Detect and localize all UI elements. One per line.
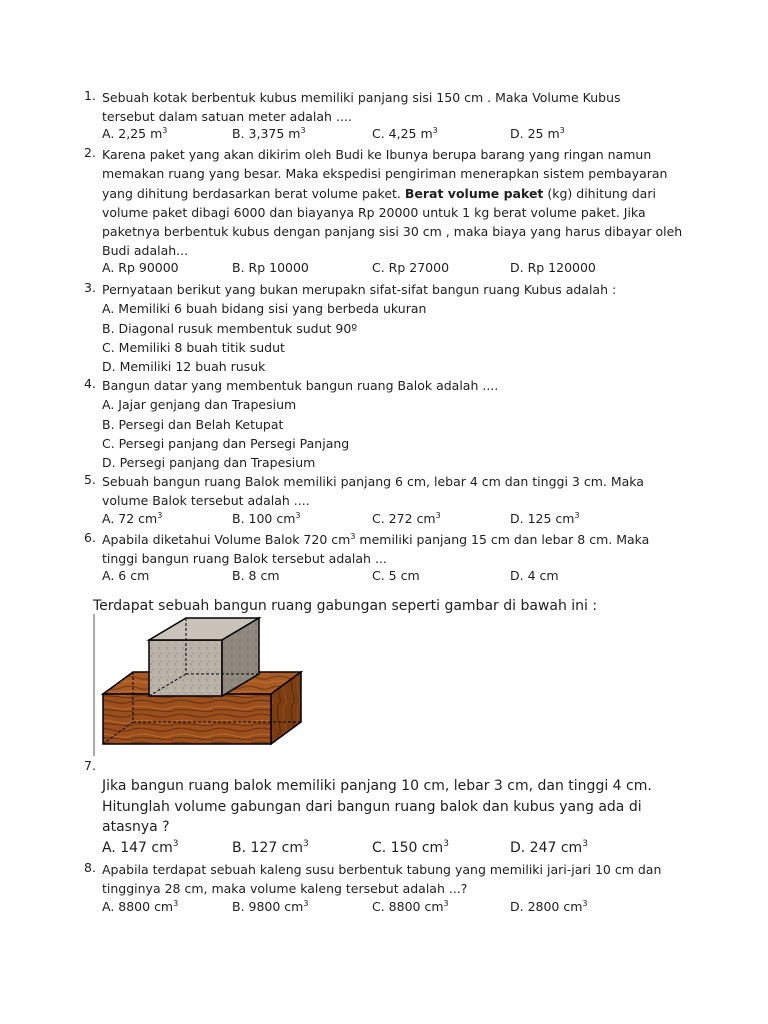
option-c[interactable]: C. 5 cm	[372, 568, 420, 583]
question-line: Karena paket yang akan dikirim oleh Budi ke Ibunya berupa barang yang ringan namun	[102, 147, 652, 162]
option-c[interactable]: C. 4,25 $m^3$	[372, 126, 438, 141]
answer-options	[102, 899, 702, 919]
question-line: paketnya berbentuk kubus dengan panjang sisi 30 cm , maka biaya yang harus dibayar oleh	[102, 224, 683, 240]
option-d[interactable]: D. 2800 $cm^3$	[510, 899, 588, 914]
question-line: Pernyataan berikut yang bukan merupakn sifat-sifat bangun ruang Kubus adalah :	[102, 282, 617, 297]
option-c[interactable]: C. Memiliki 8 buah titik sudut	[102, 339, 285, 355]
option-d[interactable]: D. 247 $cm^3$	[510, 839, 588, 856]
question-number: 3.	[84, 280, 96, 295]
question-line: Sebuah kotak berbentuk kubus memiliki panjang sisi 150 cm . Maka Volume Kubus	[102, 90, 621, 105]
option-d[interactable]: D. 25 $m^3$	[510, 126, 565, 141]
question-number: 5.	[84, 472, 96, 487]
question-text	[102, 776, 722, 838]
question-number: 6.	[84, 530, 96, 545]
option-d[interactable]: D. 4 cm	[510, 568, 559, 583]
question-number: 2.	[84, 145, 96, 160]
question-text	[102, 530, 682, 569]
option-b[interactable]: B. Persegi dan Belah Ketupat	[102, 416, 284, 432]
question-text	[102, 88, 682, 127]
question-line: Apabila diketahui Volume Balok 720 $cm^3$ memiliki panjang 15 cm dan lebar 8 cm. Maka	[102, 532, 650, 547]
question-line: tinggi bangun ruang Balok tersebut adalah ...	[102, 551, 387, 567]
question-line: Apabila terdapat sebuah kaleng susu berbentuk tabung yang memiliki jari-jari 10 cm dan	[102, 862, 662, 877]
option-b[interactable]: B. 3,375 $m^3$	[232, 126, 306, 141]
question-number: 8.	[84, 860, 96, 875]
answer-options	[102, 838, 702, 858]
question-line: volume Balok tersebut adalah ....	[102, 493, 310, 509]
option-a[interactable]: A. Rp 90000	[102, 260, 179, 275]
option-b[interactable]: B. 9800 $cm^3$	[232, 899, 309, 914]
question-text	[102, 280, 682, 376]
answer-options	[102, 126, 702, 146]
option-d[interactable]: D. Rp 120000	[510, 260, 596, 275]
answer-options	[102, 260, 702, 280]
question-line: memakan ruang yang besar. Maka ekspedisi pengiriman menerapkan sistem pembayaran	[102, 166, 668, 182]
question-line: Bangun datar yang membentuk bangun ruang Balok adalah ....	[102, 378, 499, 393]
question-text	[102, 145, 682, 261]
composite-solid-figure	[93, 614, 305, 756]
option-a[interactable]: A. Jajar genjang dan Trapesium	[102, 397, 297, 413]
option-a[interactable]: A. 6 cm	[102, 568, 150, 583]
option-c[interactable]: C. 150 $cm^3$	[372, 839, 449, 856]
question-line: tingginya 28 cm, maka volume kaleng tersebut adalah ...?	[102, 881, 468, 897]
option-d[interactable]: D. Persegi panjang dan Trapesium	[102, 455, 316, 471]
option-c[interactable]: C. 8800 $cm^3$	[372, 899, 449, 914]
option-c[interactable]: C. Persegi panjang dan Persegi Panjang	[102, 435, 350, 451]
option-b[interactable]: B. 100 $cm^3$	[232, 511, 301, 526]
option-d[interactable]: D. Memiliki 12 buah rusuk	[102, 359, 266, 375]
question-text	[102, 472, 682, 511]
question-line: yang dihitung berdasarkan berat volume paket. Berat volume paket (kg) dihitung dari	[102, 185, 656, 201]
option-b[interactable]: B. Rp 10000	[232, 260, 309, 275]
question-text	[102, 376, 682, 472]
question-line: tersebut dalam satuan meter adalah ....	[102, 109, 352, 125]
option-b[interactable]: B. 8 cm	[232, 568, 280, 583]
question-number: 1.	[84, 88, 96, 103]
option-a[interactable]: A. 72 $cm^3$	[102, 511, 163, 526]
option-a[interactable]: A. Memiliki 6 buah bidang sisi yang berbeda ukuran	[102, 301, 427, 317]
figure-intro-text: Terdapat sebuah bangun ruang gabungan seperti gambar di bawah ini :	[93, 598, 598, 614]
option-d[interactable]: D. 125 $cm^3$	[510, 511, 580, 526]
question-line: Jika bangun ruang balok memiliki panjang 10 cm, lebar 3 cm, dan tinggi 4 cm.	[102, 778, 652, 794]
option-a[interactable]: A. 147 $cm^3$	[102, 839, 179, 856]
option-c[interactable]: C. 272 $cm^3$	[372, 511, 441, 526]
option-b[interactable]: B. 127 $cm^3$	[232, 839, 309, 856]
answer-options	[102, 511, 702, 531]
option-a[interactable]: A. 8800 $cm^3$	[102, 899, 179, 914]
answer-options	[102, 568, 702, 588]
question-line: Hitunglah volume gabungan dari bangun ruang balok dan kubus yang ada di	[102, 798, 642, 815]
option-a[interactable]: A. 2,25 $m^3$	[102, 126, 168, 141]
question-number: 7.	[84, 758, 96, 773]
question-text	[102, 860, 702, 899]
option-c[interactable]: C. Rp 27000	[372, 260, 450, 275]
option-b[interactable]: B. Diagonal rusuk membentuk sudut 90º	[102, 320, 358, 336]
question-line: atasnya ?	[102, 819, 170, 836]
question-number: 4.	[84, 376, 96, 391]
question-line: Sebuah bangun ruang Balok memiliki panjang 6 cm, lebar 4 cm dan tinggi 3 cm. Maka	[102, 474, 644, 489]
question-line: volume paket dibagi 6000 dan biayanya Rp 20000 untuk 1 kg berat volume paket. Jika	[102, 204, 646, 220]
question-line: Budi adalah...	[102, 243, 189, 259]
